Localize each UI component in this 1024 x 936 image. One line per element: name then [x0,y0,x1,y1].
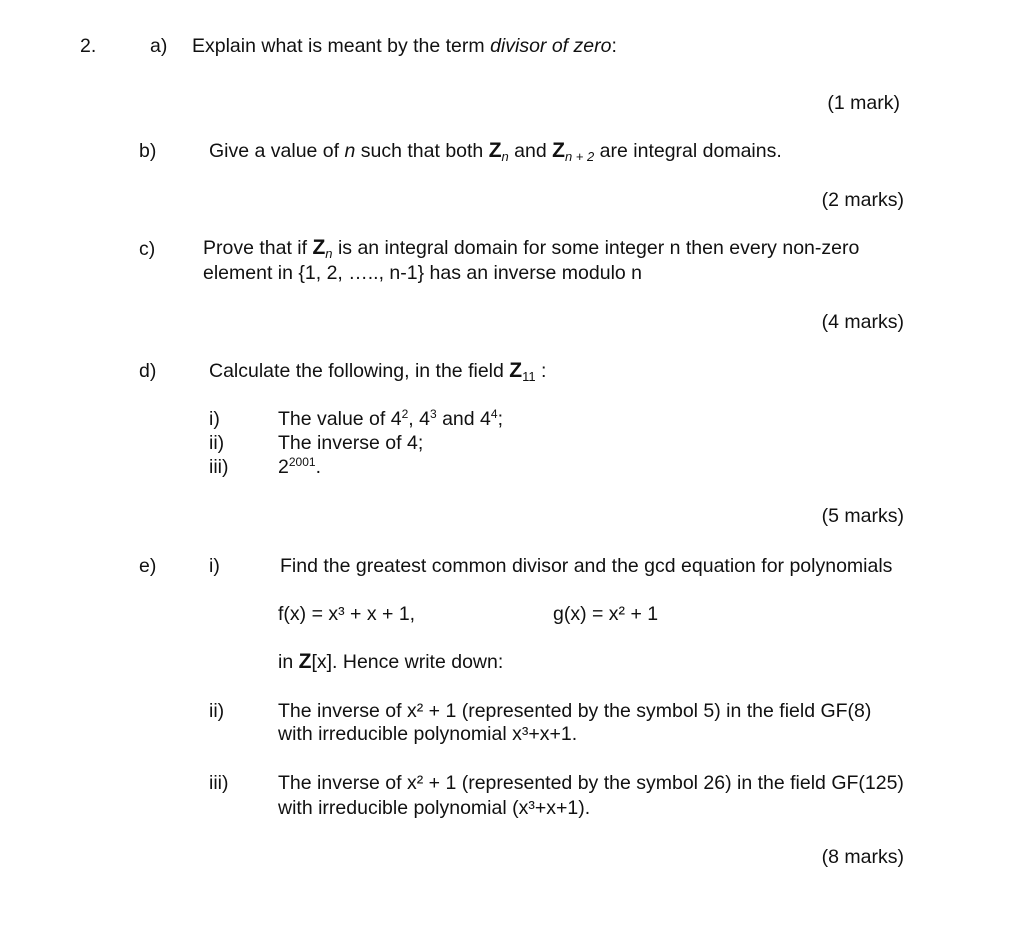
part-a-label: a) [150,35,168,57]
polynomial-f: f(x) = x³ + x + 1, [278,603,416,625]
part-c-label: c) [139,238,156,260]
part-b-marks: (2 marks) [821,189,904,211]
part-d-label: d) [139,360,157,382]
part-e-item-iii-label: iii) [209,772,229,794]
part-d-item-ii-label: ii) [209,432,225,454]
part-e-hence: in Z[x]. Hence write down: [278,650,504,673]
part-e-item-ii-line2: with irreducible polynomial x³+x+1. [278,723,578,745]
part-d-marks: (5 marks) [821,505,904,527]
part-c-line1: Prove that if $Z_n$ is an integral domain for some integer n then every non-zero [203,236,860,261]
polynomial-g: g(x) = x² + 1 [553,603,659,625]
part-a-marks: (1 mark) [827,92,900,114]
part-d-item-i-label: i) [209,408,220,430]
part-e-item-i-text: Find the greatest common divisor and the gcd equation for polynomials [280,555,893,577]
part-d-item-ii-text: The inverse of 4; [278,432,424,454]
question-number: 2. [80,35,97,57]
part-e-marks: (8 marks) [821,846,904,868]
part-e-label: e) [139,555,157,577]
part-e-item-iii-line2: with irreducible polynomial (x³+x+1). [278,797,591,819]
part-c-marks: (4 marks) [821,311,904,333]
part-d-item-i-text: The value of $4^2$, $4^3$ and $4^4$; [278,407,503,430]
part-e-item-ii-label: ii) [209,700,225,722]
part-b-text: Give a value of n such that both $Z_n$ and $Z_{n + 2}$ are integral domains. [209,139,782,164]
part-b-label: b) [139,140,157,162]
part-e-item-i-label: i) [209,555,220,577]
part-d-item-iii-text: $2^{2001}$. [278,455,321,478]
part-d-text: Calculate the following, in the field $Z_{11}$ : [209,359,547,384]
part-e-item-ii-line1: The inverse of x² + 1 (represented by the symbol 5) in the field GF(8) [278,700,872,722]
part-e-item-iii-line1: The inverse of x² + 1 (represented by the symbol 26) in the field GF(125) [278,772,904,794]
part-a-text: Explain what is meant by the term divisor of zero: [192,35,617,57]
part-c-line2: element in {1, 2, ….., n-1} has an inverse modulo n [203,262,643,284]
part-d-item-iii-label: iii) [209,456,229,478]
term-divisor-of-zero: divisor of zero [490,35,612,57]
